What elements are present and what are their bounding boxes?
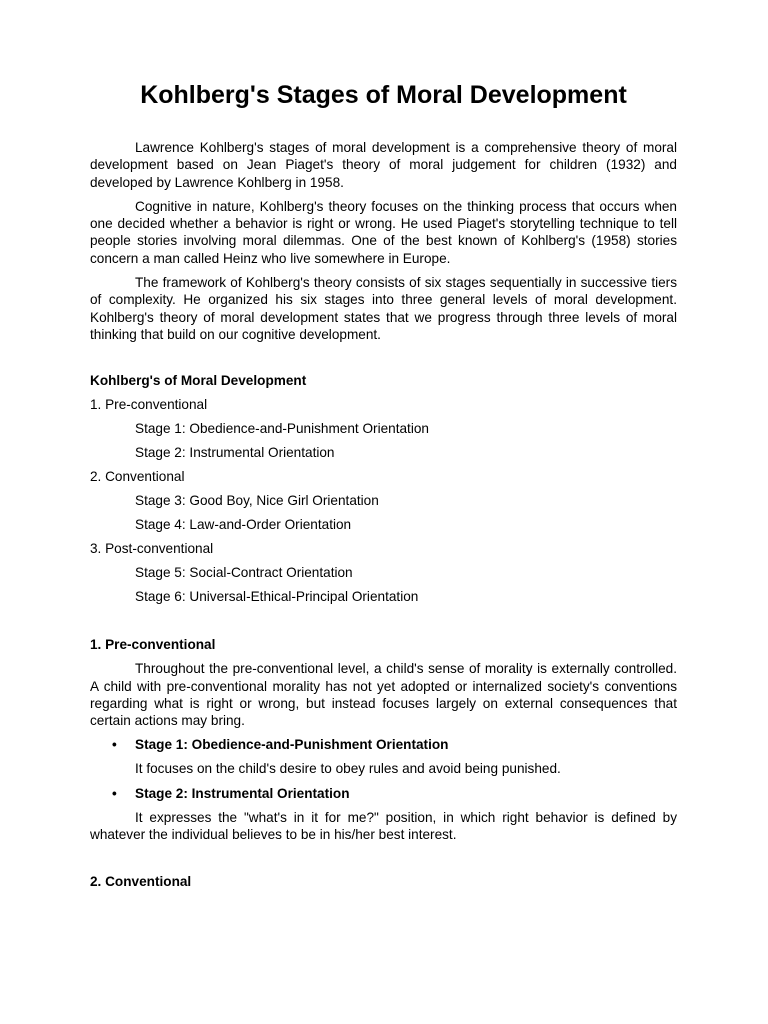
bullet-icon: • <box>112 785 117 801</box>
outline-stage-4: Stage 4: Law-and-Order Orientation <box>135 517 352 533</box>
preconventional-section <box>90 636 677 843</box>
outline-stage-3: Stage 3: Good Boy, Nice Girl Orientation <box>135 493 379 509</box>
outline-level-1: 1. Pre-conventional <box>90 397 208 413</box>
stage-2-label: Stage 2: Instrumental Orientation <box>135 785 350 801</box>
outline-level-3: 3. Post-conventional <box>90 541 214 557</box>
bullet-icon: • <box>112 737 117 753</box>
outline-stage-5: Stage 5: Social-Contract Orientation <box>135 565 353 581</box>
conventional-heading: 2. Conventional <box>90 874 192 890</box>
stage-2-bullet <box>90 785 677 802</box>
document-page <box>90 78 677 890</box>
intro-paragraph-3: The framework of Kohlberg's theory consists of six stages sequentially in successive tiers of complexity. He organized his six stages into three general levels of moral development. Kohlberg's theory of moral development states that we progress through three levels of moral thinking that build on our cognitive development. <box>90 275 677 342</box>
intro-paragraph-2: Cognitive in nature, Kohlberg's theory focuses on the thinking process that occurs when one decided whether a behavior is right or wrong. He used Piaget's storytelling technique to tell people stories involving moral dilemmas. One of the best known of Kohlberg's (1958) stories concern a man called Heinz who live somewhere in Europe. <box>90 198 677 266</box>
outline-stage-6: Stage 6: Universal-Ethical-Principal Orientation <box>135 589 419 605</box>
intro-paragraph-1: Lawrence Kohlberg's stages of moral development is a comprehensive theory of moral development based on Jean Piaget's theory of moral judgement for children (1932) and developed by Lawrence Kohlberg in 1958. <box>90 140 677 190</box>
conventional-section <box>90 873 677 890</box>
stage-2-description: It expresses the "what's in it for me?" position, in which right behavior is defined by whatever the individual believes to be in his/her best interest. <box>90 809 677 843</box>
outline-level-2: 2. Conventional <box>90 469 185 485</box>
outline-heading: Kohlberg's of Moral Development <box>90 373 307 389</box>
preconventional-paragraph: Throughout the pre-conventional level, a child's sense of morality is externally controlled. A child with pre-conventional morality has not yet adopted or internalized society's conventions regarding what is right or wrong, but instead focuses largely on external consequences that certain actions may bring. <box>90 661 677 729</box>
outline-stage-2: Stage 2: Instrumental Orientation <box>135 445 335 461</box>
stage-1-description: It focuses on the child's desire to obey rules and avoid being punished. <box>135 761 561 777</box>
stage-1-bullet <box>90 736 677 753</box>
preconventional-heading: 1. Pre-conventional <box>90 637 216 653</box>
stage-1-label: Stage 1: Obedience-and-Punishment Orientation <box>135 737 449 753</box>
outline-stage-1: Stage 1: Obedience-and-Punishment Orientation <box>135 421 429 437</box>
page-title: Kohlberg's Stages of Moral Development <box>140 81 627 109</box>
outline-section <box>90 372 677 605</box>
